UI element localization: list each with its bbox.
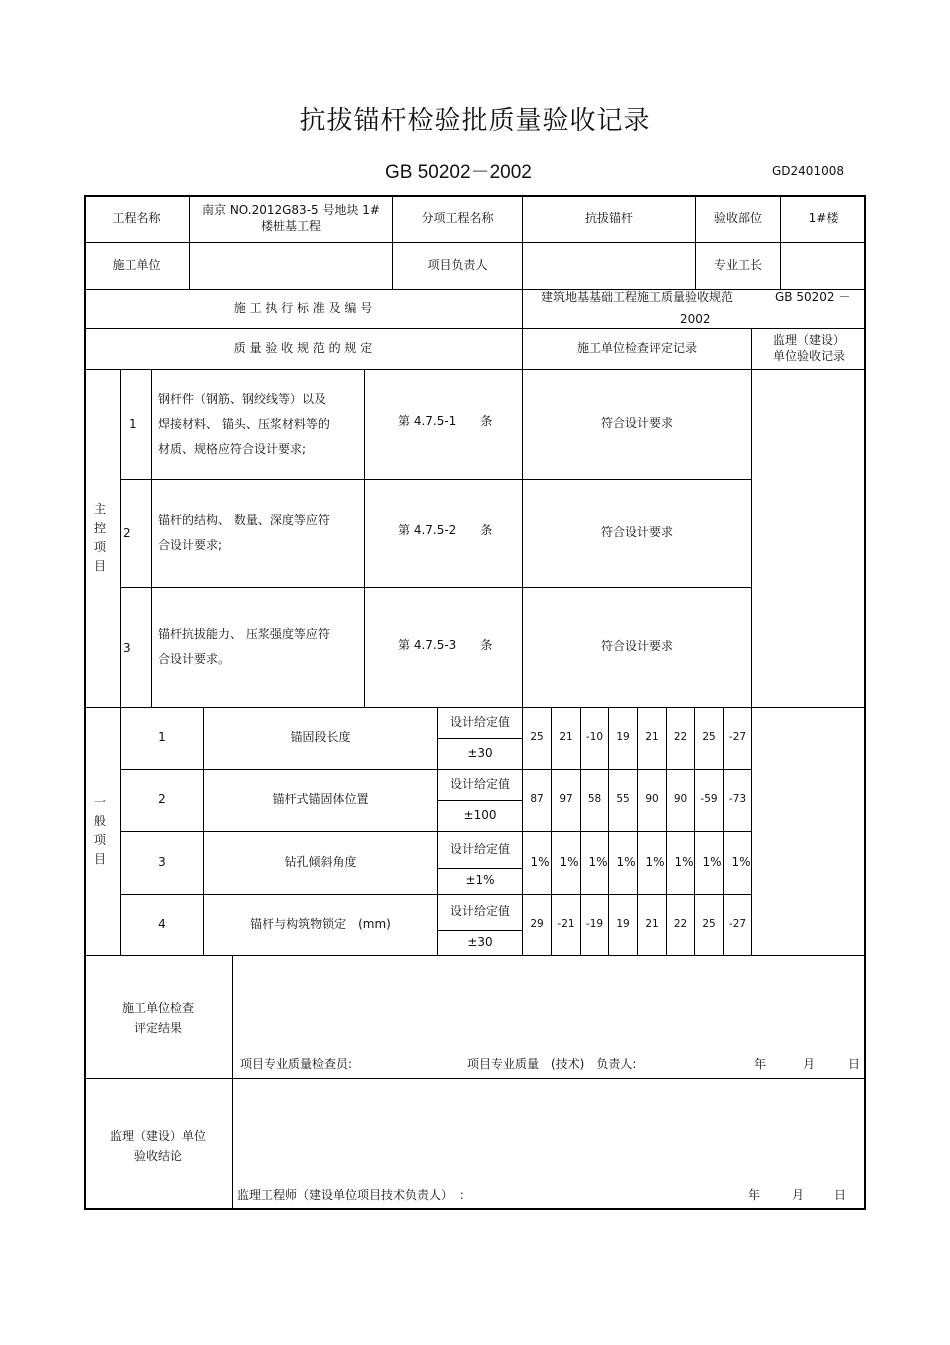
- inspector-label: 项目专业质量检查员:: [240, 1057, 353, 1071]
- measured-value: 22: [673, 917, 688, 930]
- measured-value: 1%: [616, 854, 636, 869]
- general-item-tolerance: ±30: [467, 934, 493, 949]
- main-item-result: 符合设计要求: [600, 639, 673, 654]
- general-item-tolerance: ±30: [467, 745, 493, 760]
- general-items-group-label: [93, 793, 107, 869]
- measured-value: 19: [616, 731, 630, 744]
- standard-value-code: GB 50202 －: [775, 290, 851, 304]
- main-item-desc: [158, 508, 330, 558]
- measured-value: 1%: [674, 854, 694, 869]
- main-item-desc: [158, 387, 330, 462]
- sub-project-value: 抗拔锚杆: [584, 210, 633, 225]
- measured-value: 21: [645, 731, 659, 744]
- general-item-name: 锚固段长度: [290, 730, 351, 745]
- measured-value: 1%: [731, 854, 751, 869]
- project-name-line1: 南京 NO.2012G83-5 号地块 1#: [202, 202, 380, 217]
- measured-value: -27: [728, 731, 747, 744]
- supervision-header: [752, 328, 866, 369]
- general-item-tolerance: ±100: [463, 807, 497, 822]
- main-group-char: 控: [93, 521, 106, 535]
- general-item-design-label: 设计给定值: [449, 841, 510, 856]
- date-day: 日: [834, 1188, 847, 1202]
- contractor-result-label: [84, 996, 232, 1040]
- page-title: 抗拔锚杆检验批质量验收记录: [299, 106, 651, 136]
- measured-value: 21: [559, 731, 573, 744]
- main-item-no: 1: [129, 417, 137, 431]
- main-group-char: 项: [93, 540, 106, 554]
- contractor-value: [190, 242, 392, 289]
- general-item-design-label: 设计给定值: [449, 904, 510, 919]
- project-name-value: [190, 195, 392, 242]
- general-group-char: 般: [93, 814, 106, 828]
- supervision-header-line1: 监理（建设）: [772, 332, 845, 347]
- main-item-desc-line: 合设计要求;: [158, 538, 223, 552]
- measured-value: -73: [728, 793, 747, 806]
- project-name-label: 工程名称: [112, 210, 161, 225]
- general-group-char: 一: [93, 795, 106, 809]
- general-item-name: 锚杆式锚固体位置: [272, 792, 369, 807]
- date-day: 日: [848, 1057, 861, 1071]
- supervision-result-label: [84, 1124, 232, 1168]
- main-item-desc-line: 锚杆抗拔能力、 压浆强度等应符: [158, 627, 330, 641]
- main-item-desc: [158, 622, 330, 672]
- measured-value: -19: [585, 917, 604, 930]
- check-record-header: 施工单位检查评定记录: [576, 340, 697, 355]
- main-item-desc-line: 材质、规格应符合设计要求;: [158, 442, 307, 456]
- main-item-no: 3: [123, 641, 131, 655]
- manager-value: [523, 242, 695, 289]
- manager-label: 项目负责人: [427, 257, 488, 272]
- standard-number: GB 50202－2002: [385, 162, 532, 183]
- general-item-no: 1: [158, 730, 166, 745]
- tech-lead-label: 项目专业质量 (技术) 负责人:: [467, 1057, 637, 1071]
- general-item-design-label: 设计给定值: [449, 714, 510, 729]
- standard-value-line2: 2002: [680, 312, 711, 326]
- contractor-result-line2: 评定结果: [133, 1021, 182, 1035]
- part-value: 1#楼: [808, 210, 839, 225]
- measured-value: 25: [530, 731, 544, 744]
- foreman-label: 专业工长: [713, 257, 762, 272]
- main-item-clause: 第 4.7.5-1 条: [398, 414, 493, 428]
- contractor-label: 施工单位: [112, 257, 161, 272]
- date-month: 月: [803, 1057, 816, 1071]
- measured-value: 87: [530, 793, 544, 806]
- main-items-group-label: [93, 500, 107, 576]
- measured-value: 1%: [645, 854, 665, 869]
- project-name-line2: 楼桩基工程: [260, 218, 321, 233]
- main-group-char: 目: [93, 559, 106, 573]
- part-label: 验收部位: [713, 210, 762, 225]
- measured-value: 25: [702, 731, 716, 744]
- measured-value: 55: [616, 793, 630, 806]
- measured-value: 25: [702, 917, 716, 930]
- general-item-no: 2: [158, 792, 166, 807]
- supervision-result-line1: 监理（建设）单位: [109, 1129, 206, 1143]
- general-item-name: 锚杆与构筑物锁定 (mm): [250, 916, 391, 931]
- measured-value: 90: [645, 793, 659, 806]
- foreman-value: [781, 242, 866, 289]
- sub-project-label: 分项工程名称: [421, 210, 494, 225]
- supervision-result-line2: 验收结论: [133, 1149, 182, 1163]
- spec-header: 质 量 验 收 规 范 的 规 定: [233, 340, 373, 355]
- main-item-result: 符合设计要求: [600, 525, 673, 540]
- general-item-no: 4: [158, 916, 166, 931]
- main-item-desc-line: 焊接材料、 锚头、压浆材料等的: [158, 417, 330, 431]
- document-code: GD2401008: [772, 164, 844, 178]
- general-group-char: 项: [93, 833, 106, 847]
- main-item-clause: 第 4.7.5-3 条: [398, 638, 493, 652]
- date-year: 年: [754, 1057, 767, 1071]
- general-group-char: 目: [93, 852, 106, 866]
- main-item-desc-line: 锚杆的结构、 数量、深度等应符: [158, 513, 330, 527]
- measured-value: -59: [700, 793, 718, 806]
- standard-label: 施 工 执 行 标 准 及 编 号: [233, 300, 373, 315]
- measured-value: 58: [587, 793, 602, 806]
- measured-value: -27: [728, 917, 747, 930]
- measured-value: 22: [673, 731, 688, 744]
- contractor-result-line1: 施工单位检查: [121, 1001, 194, 1015]
- supervision-header-line2: 单位验收记录: [772, 348, 845, 363]
- main-item-desc-line: 合设计要求。: [158, 652, 231, 666]
- general-item-no: 3: [158, 854, 166, 869]
- date-month: 月: [792, 1188, 805, 1202]
- main-group-char: 主: [93, 502, 106, 516]
- main-item-clause: 第 4.7.5-2 条: [398, 523, 493, 537]
- measured-value: -21: [557, 917, 575, 930]
- main-item-no: 2: [123, 526, 131, 540]
- measured-value: 29: [530, 917, 544, 930]
- general-item-design-label: 设计给定值: [449, 776, 510, 791]
- measured-value: 1%: [702, 854, 722, 869]
- general-item-name: 钻孔倾斜角度: [284, 854, 357, 869]
- measured-value: 21: [645, 917, 659, 930]
- measured-value: 1%: [559, 854, 579, 869]
- measured-value: 1%: [530, 854, 550, 869]
- main-item-desc-line: 钢杆件（钢筋、钢绞线等）以及: [158, 392, 327, 406]
- engineer-label: 监理工程师（建设单位项目技术负责人） ：: [237, 1188, 472, 1202]
- date-year: 年: [748, 1188, 761, 1202]
- measured-value: 97: [559, 793, 573, 806]
- measured-value: 1%: [588, 854, 608, 869]
- general-item-tolerance: ±1%: [465, 873, 495, 888]
- measured-value: 90: [673, 793, 688, 806]
- measured-value: 19: [616, 917, 630, 930]
- main-item-result: 符合设计要求: [600, 416, 673, 431]
- standard-value-line1: 建筑地基基础工程施工质量验收规范: [541, 290, 734, 304]
- measured-value: -10: [585, 731, 604, 744]
